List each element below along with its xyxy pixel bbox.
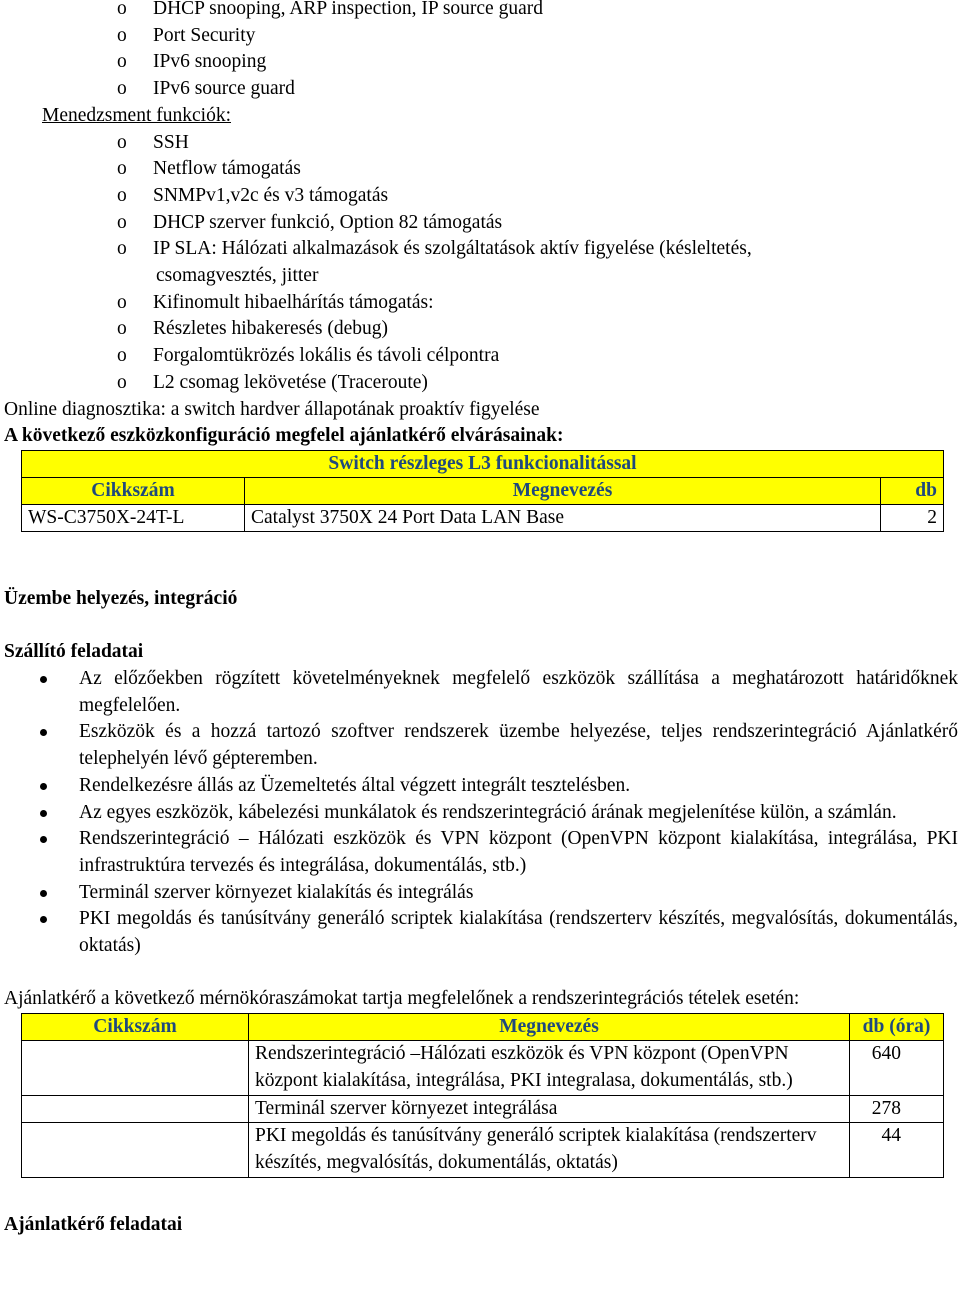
list-item: Eszközök és a hozzá tartozó szoftver rendszerek üzembe helyezése, teljes rendszerintegráció Ajánlatkérő telephelyén lévő gépteremben. (0, 719, 960, 772)
list-item: Rendelkezésre állás az Üzemeltetés által végzett integrált tesztelésben. (0, 773, 960, 800)
hours-cell-code (22, 1041, 249, 1095)
hours-cell-qty: 640 (850, 1041, 944, 1095)
list-item: o Netflow támogatás (0, 156, 960, 183)
spec-cell-name: Catalyst 3750X 24 Port Data LAN Base (245, 504, 881, 531)
table-row (22, 1123, 944, 1177)
bullet-marker: o (117, 131, 127, 153)
hours-cell-name: PKI megoldás és tanúsítvány generáló scriptek kialakítása (rendszerterv készítés, megvalósítás, dokumentálás, oktatás) (249, 1123, 850, 1177)
install-heading: Üzembe helyezés, integráció (4, 587, 238, 609)
spec-header-code: Cikkszám (22, 477, 245, 504)
bullet-dot-icon (40, 810, 47, 817)
bullet-dot-icon (40, 916, 47, 923)
list-item: o Kifinomult hibaelhárítás támogatás: (0, 290, 960, 317)
management-heading: Menedzsment funkciók: (42, 104, 231, 126)
list-item: Az egyes eszközök, kábelezési munkálatok és rendszerintegráció árának megjelenítése külön, a számlán. (0, 800, 960, 827)
bullet-dot-icon (40, 783, 47, 790)
hours-cell-name: Terminál szerver környezet integrálása (249, 1095, 850, 1123)
spec-cell-qty: 2 (881, 504, 944, 531)
list-item: o SNMPv1,v2c és v3 támogatás (0, 183, 960, 210)
management-feature-list (0, 130, 960, 397)
bullet-marker: o (117, 318, 127, 340)
spec-table-title: Switch részleges L3 funkcionalitással (22, 450, 944, 477)
hours-cell-code (22, 1095, 249, 1123)
hours-header-name: Megnevezés (249, 1014, 850, 1041)
list-item-ipsla: o IP SLA: Hálózati alkalmazások és szolgáltatások aktív figyelése (késleltetés, csomagvesztés, jitter (117, 238, 752, 287)
bullet-marker: o (117, 78, 127, 100)
hours-cell-code (22, 1123, 249, 1177)
bullet-marker: o (117, 345, 127, 367)
list-item: Rendszerintegráció – Hálózati eszközök és VPN központ (OpenVPN központ kialakítása, integrálása, PKI infrastruktúra tervezés és integrálása, dokumentálás, stb.) (0, 826, 960, 879)
spec-table (21, 450, 944, 532)
table-row (22, 1095, 944, 1123)
bullet-dot-icon (40, 676, 47, 683)
table-row (22, 1041, 944, 1095)
spec-cell-code: WS-C3750X-24T-L (22, 504, 245, 531)
list-item: o Port Security (0, 23, 960, 50)
bullet-marker: o (117, 371, 127, 393)
supplier-task-list (0, 666, 960, 960)
security-feature-list (0, 0, 960, 103)
list-item: Terminál szerver környezet kialakítás és integrálás (0, 880, 960, 907)
list-item: o DHCP szerver funkció, Option 82 támogatás (0, 210, 960, 237)
list-item: o IPv6 source guard (0, 76, 960, 103)
online-diagnostics-text: Online diagnosztika: a switch hardver állapotának proaktív figyelése (4, 398, 540, 420)
list-item: o L2 csomag lekövetése (Traceroute) (0, 370, 960, 397)
list-item: o Részletes hibakeresés (debug) (0, 316, 960, 343)
client-heading: Ajánlatkérő feladatai (4, 1213, 183, 1235)
list-item: o Forgalomtükrözés lokális és távoli célpontra (0, 343, 960, 370)
bullet-dot-icon (40, 836, 47, 843)
bullet-marker: o (117, 158, 127, 180)
list-item: o SSH (0, 130, 960, 157)
list-item: o DHCP snooping, ARP inspection, IP source guard (0, 0, 960, 23)
hours-cell-qty: 278 (850, 1095, 944, 1123)
spec-header-qty: db (881, 477, 944, 504)
hours-cell-name: Rendszerintegráció –Hálózati eszközök és VPN központ (OpenVPN központ kialakítása, integrálása, PKI integralasa, dokumentálás, stb.) (249, 1041, 850, 1095)
bullet-marker: o (117, 291, 127, 313)
hours-header-qty: db (óra) (850, 1014, 944, 1041)
list-item: Az előzőekben rögzített követelményeknek megfelelő eszközök szállítása a meghatározott határidőknek megfelelően. (0, 666, 960, 719)
config-heading: A következő eszközkonfiguráció megfelel ajánlatkérő elvárásainak: (4, 425, 564, 447)
hours-cell-qty: 44 (850, 1123, 944, 1177)
hours-intro: Ajánlatkérő a következő mérnökóraszámokat tartja megfelelőnek a rendszerintegrációs tételek esetén: (4, 988, 800, 1010)
bullet-marker: o (117, 51, 127, 73)
supplier-heading: Szállító feladatai (4, 641, 144, 663)
bullet-marker: o (117, 0, 127, 19)
hours-table (21, 1013, 944, 1178)
bullet-marker: o (117, 238, 127, 260)
bullet-marker: o (117, 184, 127, 206)
bullet-marker: o (117, 24, 127, 46)
bullet-marker: o (117, 211, 127, 233)
list-item: PKI megoldás és tanúsítvány generáló scriptek kialakítása (rendszerterv készítés, megvalósítás, dokumentálás, oktatás) (0, 906, 960, 959)
bullet-dot-icon (40, 729, 47, 736)
hours-header-code: Cikkszám (22, 1014, 249, 1041)
spec-header-name: Megnevezés (245, 477, 881, 504)
list-item: o IPv6 snooping (0, 49, 960, 76)
bullet-dot-icon (40, 890, 47, 897)
